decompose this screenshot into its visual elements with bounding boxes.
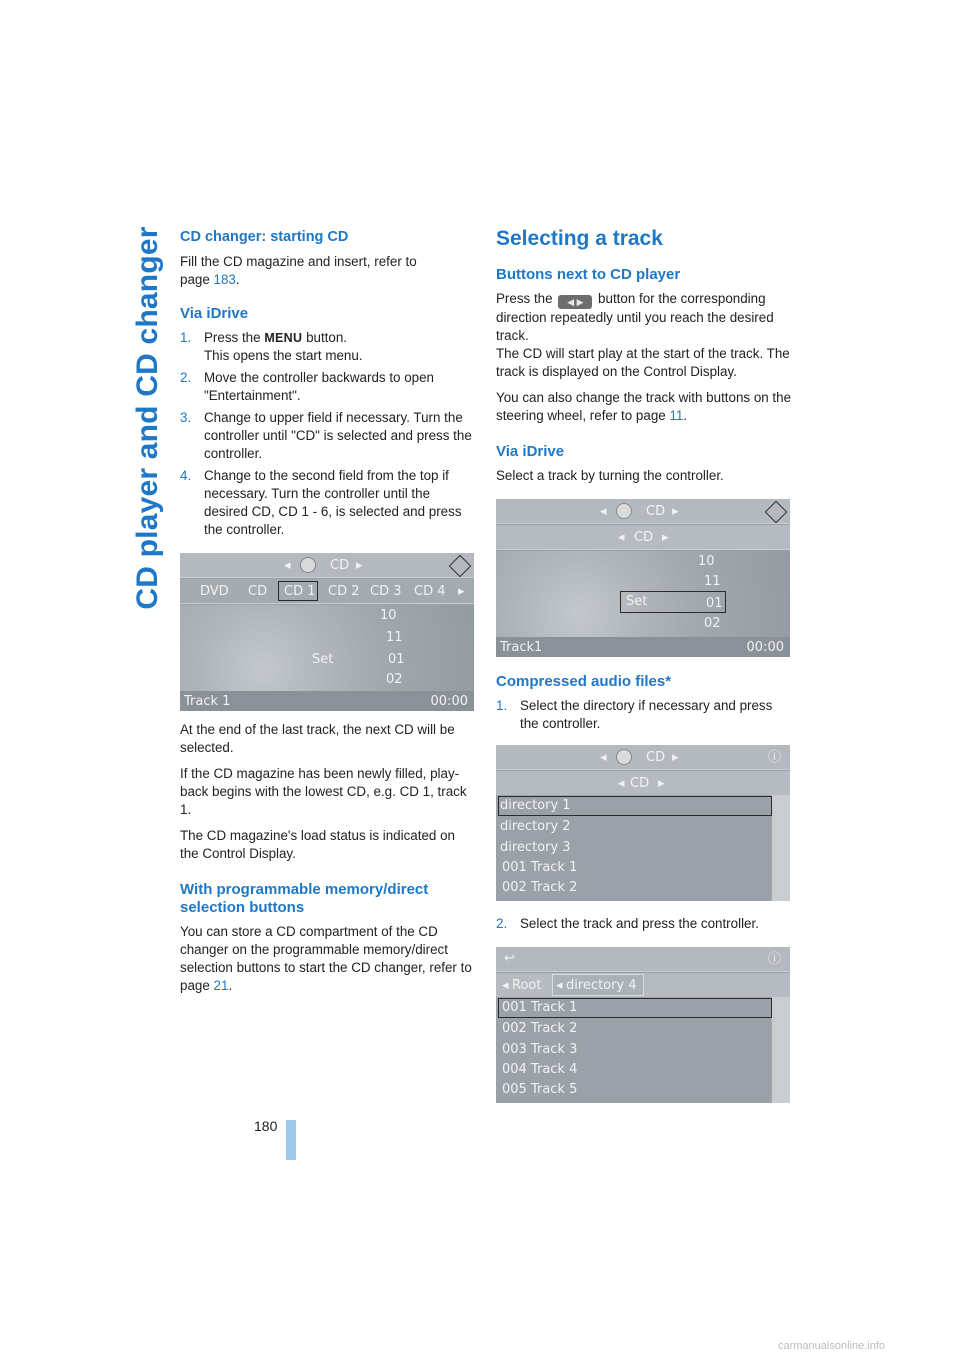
step-4: 4. Change to the second field from the top if necessary. Turn the controller until the desired CD, CD 1 - 6, is selected and press the controller.: [180, 468, 462, 537]
compressed-step-2: 2. Select the track and press the controller.: [496, 916, 759, 931]
controller-icon: [765, 501, 788, 524]
link-page-183[interactable]: 183: [213, 272, 236, 287]
tab-cd1: CD 1: [284, 584, 316, 599]
screen4-top-bar: [496, 947, 790, 972]
chapter-title-text: CD player and CD changer: [131, 226, 164, 610]
track-buttons-icon: ◀ ▶: [558, 295, 592, 309]
step-3: 3. Change to upper field if necessary. Turn the controller until "CD" is selected and press the controller.: [180, 410, 472, 461]
screenshot-track-select: [496, 499, 790, 657]
tab-dvd: DVD: [200, 584, 229, 599]
controller-icon: [449, 555, 472, 578]
info-icon: ⓘ: [768, 750, 782, 765]
screen2-second-bar: ◂ CD ▸: [496, 525, 790, 550]
screen-top-bar: ◂ CD ▸: [180, 553, 474, 578]
tab-cd4: CD 4: [414, 584, 446, 599]
info-icon: ⓘ: [768, 952, 782, 967]
step-2: 2. Move the controller backwards to open "Entertainment".: [180, 370, 434, 403]
chapter-side-title: [128, 228, 168, 608]
steps-list: [180, 329, 472, 539]
heading-via-idrive: Via iDrive: [180, 305, 249, 322]
screen3-top-bar: ◂ CD ▸ ⓘ: [496, 745, 790, 770]
left-column: [180, 228, 472, 1003]
screenshot-cd-changer: [180, 553, 474, 711]
link-page-21[interactable]: 21: [213, 978, 229, 993]
step-1: 1. Press the MENU button. This opens the start menu.: [180, 330, 363, 363]
heading-selecting-track: Selecting a track: [496, 227, 663, 250]
site-watermark: carmanualsonline.info: [778, 1340, 886, 1352]
heading-via-idrive-2: Via iDrive: [496, 443, 565, 460]
tab-cd: CD: [248, 584, 268, 599]
para-press: Press the ◀ ▶ button for the corresponding direction repeatedly until you reach the desired track.: [496, 291, 774, 343]
para-end: At the end of the last track, the next CD will be selected.: [180, 722, 455, 755]
tab-cd2: CD 2: [328, 584, 360, 599]
cd-icon: [616, 503, 632, 519]
page-marker-bar: [286, 1120, 296, 1160]
screen3-second-bar: ◂ CD ▸: [496, 771, 790, 796]
heading-compressed: Compressed audio files*: [496, 673, 672, 690]
screen-tab-bar: DVD CD CD 1 CD 2 CD 3 CD 4 ▸: [180, 579, 474, 604]
heading-cd-changer: CD changer: starting CD: [180, 229, 349, 245]
tab-selection: [278, 581, 318, 601]
para-status: The CD magazine's load status is indicated on the Control Display.: [180, 828, 455, 861]
para-turn: Select a track by turning the controller.: [496, 468, 724, 483]
screen2-footer: Track1 00:00: [496, 637, 790, 657]
page-number: 180: [254, 1118, 278, 1134]
menu-key: MENU: [264, 331, 303, 345]
para-steer: You can also change the track with buttons on the steering wheel, refer to page 11.: [496, 390, 792, 423]
link-page-11[interactable]: 11: [669, 408, 684, 423]
screen3-body: directory 1 directory 2 directory 3 001 Track 1 002 Track 2: [496, 795, 790, 901]
screenshot-directory-list: [496, 745, 790, 901]
right-column: [496, 228, 792, 1113]
para-start: The CD will start play at the start of the track. The track is displayed on the Control Display.: [496, 346, 790, 379]
para-newly: If the CD magazine has been newly filled, play-back begins with the lowest CD, e.g. CD 1, track 1.: [180, 766, 467, 817]
screen2-body: 10 11 Set 01 02 Track1 00:00: [496, 551, 790, 657]
screen2-top-bar: ◂ CD ▸: [496, 499, 790, 524]
back-icon: ↩: [504, 951, 515, 966]
screen-body: 10 11 Set 01 02 Track 1 00:00: [180, 605, 474, 711]
cd-icon: [616, 749, 632, 765]
para-store: You can store a CD compartment of the CD changer on the programmable memory/direct selection buttons to start the CD changer, refer to page 21.: [180, 924, 472, 993]
screen4-body: 001 Track 1 002 Track 2 003 Track 3 004 Track 4 005 Track 5: [496, 997, 790, 1103]
heading-buttons: Buttons next to CD player: [496, 266, 681, 283]
compressed-step-1: 1. Select the directory if necessary and press the controller.: [496, 698, 773, 731]
screen4-path-bar: ◂ Root ◂ directory 4: [496, 973, 790, 998]
para-fill: Fill the CD magazine and insert, refer to page 183.: [180, 254, 417, 287]
screenshot-track-list: [496, 947, 790, 1103]
screen-footer: Track 1 00:00: [180, 691, 474, 711]
heading-programmable: With programmable memory/direct selection buttons: [180, 881, 429, 916]
tab-cd3: CD 3: [370, 584, 402, 599]
cd-icon: [300, 557, 316, 573]
